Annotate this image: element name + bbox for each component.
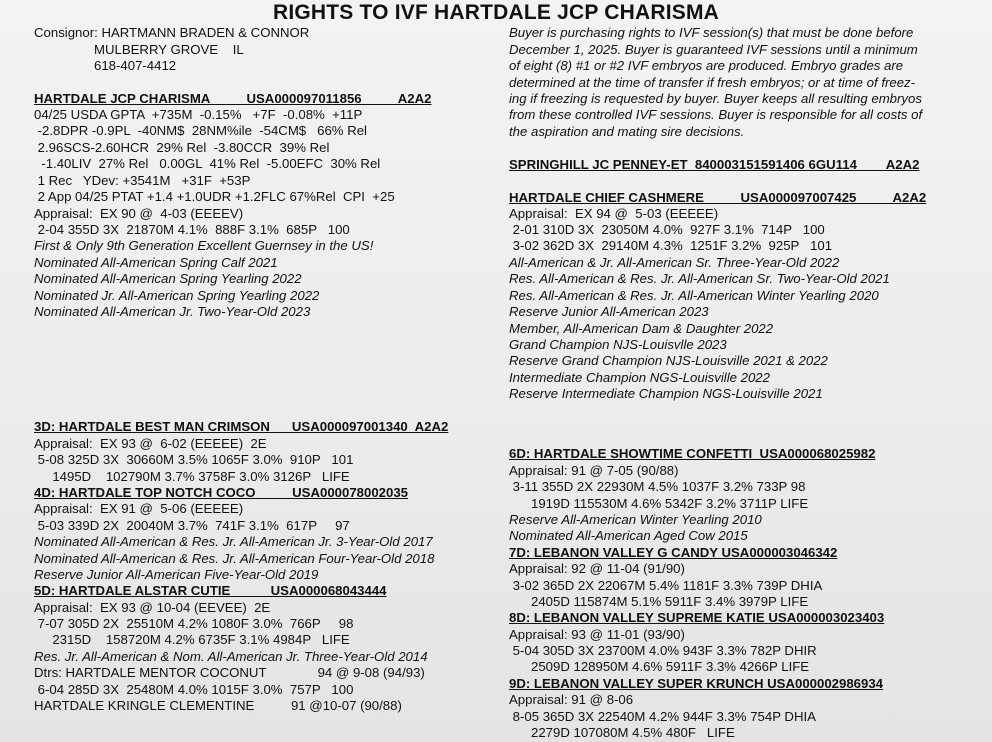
d9-line: Appraisal: 91 @ 8-06 [509, 692, 634, 707]
dam-honor: Reserve Intermediate Champion NGS-Louisville 2021 [509, 386, 823, 401]
subject-line: 2-04 355D 3X 21870M 4.1% 888F 3.1% 685P 100 [34, 222, 350, 237]
d6-line: 1919D 115530M 4.6% 5342F 3.2% 3711P LIFE [509, 496, 809, 511]
subject-honor: First & Only 9th Generation Excellent Guernsey in the US! [34, 238, 374, 253]
d5-line: 7-07 305D 2X 25510M 4.2% 1080F 3.0% 766P 98 [34, 616, 354, 631]
d5-header: 5D: HARTDALE ALSTAR CUTIE USA000068043444 [34, 583, 387, 598]
dam-honor: Grand Champion NJS-Louisvlle 2023 [509, 337, 727, 352]
subject-honor: Nominated All-American Jr. Two-Year-Old 2023 [34, 304, 311, 319]
d3-line: 1495D 102790M 3.7% 3758F 3.0% 3126P LIFE [34, 469, 350, 484]
d6-line: Appraisal: 91 @ 7-05 (90/88) [509, 463, 679, 478]
dam-honor: All-American & Jr. All-American Sr. Three-Year-Old 2022 [509, 255, 840, 270]
dam-header: HARTDALE CHIEF CASHMERE USA000097007425 A2A2 [509, 190, 927, 205]
dam-honor: Res. All-American & Res. Jr. All-American Winter Yearling 2020 [509, 288, 879, 303]
d6-honor: Nominated All-American Aged Cow 2015 [509, 528, 748, 543]
subject-line: -1.40LIV 27% Rel 0.00GL 41% Rel -5.00EFC 30% Rel [34, 156, 381, 171]
consignor-phone: 618-407-4412 [94, 58, 177, 73]
d7-header: 7D: LEBANON VALLEY G CANDY USA000003046342 [509, 545, 838, 560]
consignor-name: Consignor: HARTMANN BRADEN & CONNOR [34, 25, 310, 40]
d9-line: 2279D 107080M 4.5% 480F LIFE [509, 725, 735, 740]
d9-header: 9D: LEBANON VALLEY SUPER KRUNCH USA000002986934 [509, 676, 884, 691]
d3-line: 5-08 325D 3X 30660M 3.5% 1065F 3.0% 910P 101 [34, 452, 354, 467]
d3-header: 3D: HARTDALE BEST MAN CRIMSON USA000097001340 A2A2 [34, 419, 449, 434]
terms-line: from these controlled IVF sessions. Buyer is responsible for all costs of [509, 107, 923, 122]
d8-line: 5-04 305D 3X 23700M 4.0% 943F 3.3% 782P DHIR [509, 643, 817, 658]
d4-line: 5-03 339D 2X 20040M 3.7% 741F 3.1% 617P 97 [34, 518, 350, 533]
terms-line: Buyer is purchasing rights to IVF session(s) that must be done before [509, 25, 914, 40]
d3-line: Appraisal: EX 93 @ 6-02 (EEEEE) 2E [34, 436, 267, 451]
d6-header: 6D: HARTDALE SHOWTIME CONFETTI USA000068025982 [509, 446, 876, 461]
d4-honor: Nominated All-American & Res. Jr. All-American Four-Year-Old 2018 [34, 551, 435, 566]
terms-line: determined at the time of transfer if fresh embryos; or at time of freez- [509, 75, 916, 90]
dam-honor: Res. All-American & Res. Jr. All-American Sr. Two-Year-Old 2021 [509, 271, 890, 286]
subject-header: HARTDALE JCP CHARISMA USA000097011856 A2A2 [34, 91, 432, 106]
subject-line: Appraisal: EX 90 @ 4-03 (EEEEV) [34, 206, 244, 221]
dam-line: Appraisal: EX 94 @ 5-03 (EEEEE) [509, 206, 719, 221]
sire-header: SPRINGHILL JC PENNEY-ET 840003151591406 6GU114 A2A2 [509, 157, 920, 172]
d5-daughters: Dtrs: HARTDALE MENTOR COCONUT 94 @ 9-08 (94/93) [34, 665, 425, 680]
subject-line: 04/25 USDA GPTA +735M -0.15% +7F -0.08% +11P [34, 107, 363, 122]
subject-line: 1 Rec YDev: +3541M +31F +53P [34, 173, 251, 188]
d5-line: HARTDALE KRINGLE CLEMENTINE 91 @10-07 (90/88) [34, 698, 402, 713]
consignor-location: MULBERRY GROVE IL [94, 42, 244, 57]
dam-honor: Reserve Grand Champion NJS-Louisville 2021 & 2022 [509, 353, 828, 368]
d6-line: 3-11 355D 2X 22930M 4.5% 1037F 3.2% 733P 98 [509, 479, 806, 494]
d7-line: 3-02 365D 2X 22067M 5.4% 1181F 3.3% 739P DHIA [509, 578, 823, 593]
d7-line: Appraisal: 92 @ 11-04 (91/90) [509, 561, 685, 576]
terms-line: December 1, 2025. Buyer is guaranteed IVF sessions until a minimum [509, 42, 918, 57]
dam-line: 3-02 362D 3X 29140M 4.3% 1251F 3.2% 925P 101 [509, 238, 833, 253]
d5-line: 2315D 158720M 4.2% 6735F 3.1% 4984P LIFE [34, 632, 350, 647]
d6-honor: Reserve All-American Winter Yearling 2010 [509, 512, 762, 527]
dam-line: 2-01 310D 3X 23050M 4.0% 927F 3.1% 714P 100 [509, 222, 825, 237]
dam-honor: Member, All-American Dam & Daughter 2022 [509, 321, 774, 336]
d9-line: 8-05 365D 3X 22540M 4.2% 944F 3.3% 754P DHIA [509, 709, 816, 724]
terms-line: the aspiration and mating sire decisions. [509, 124, 745, 139]
dam-honor: Intermediate Champion NGS-Louisville 2022 [509, 370, 770, 385]
d7-line: 2405D 115874M 5.1% 5911F 3.4% 3979P LIFE [509, 594, 809, 609]
dam-honor: Reserve Junior All-American 2023 [509, 304, 709, 319]
d5-line: 6-04 285D 3X 25480M 4.0% 1015F 3.0% 757P 100 [34, 682, 354, 697]
terms-line: of eight (8) #1 or #2 IVF embryos are produced. Embryo grades are [509, 58, 904, 73]
d8-header: 8D: LEBANON VALLEY SUPREME KATIE USA000003023403 [509, 610, 885, 625]
d5-line: Appraisal: EX 93 @ 10-04 (EEVEE) 2E [34, 600, 271, 615]
d8-line: Appraisal: 93 @ 11-01 (93/90) [509, 627, 685, 642]
subject-line: 2 App 04/25 PTAT +1.4 +1.0UDR +1.2FLC 67%Rel CPI +25 [34, 189, 395, 204]
subject-honor: Nominated Jr. All-American Spring Yearling 2022 [34, 288, 320, 303]
d5-honor: Res. Jr. All-American & Nom. All-American Jr. Three-Year-Old 2014 [34, 649, 428, 664]
subject-line: -2.8DPR -0.9PL -40NM$ 28NM%ile -54CM$ 66% Rel [34, 123, 367, 138]
d8-line: 2509D 128950M 4.6% 5911F 3.3% 4266P LIFE [509, 659, 810, 674]
d4-honor: Nominated All-American & Res. Jr. All-American Jr. 3-Year-Old 2017 [34, 534, 433, 549]
subject-honor: Nominated All-American Spring Yearling 2022 [34, 271, 302, 286]
d4-honor: Reserve Junior All-American Five-Year-Old 2019 [34, 567, 319, 582]
d4-header: 4D: HARTDALE TOP NOTCH COCO USA000078002035 [34, 485, 409, 500]
terms-line: ing if freezing is requested by buyer. Buyer keeps all resulting embryos [509, 91, 922, 106]
subject-honor: Nominated All-American Spring Calf 2021 [34, 255, 278, 270]
page-title: RIGHTS TO IVF HARTDALE JCP CHARISMA [272, 1, 720, 24]
d4-line: Appraisal: EX 91 @ 5-06 (EEEEE) [34, 501, 244, 516]
subject-line: 2.96SCS-2.60HCR 29% Rel -3.80CCR 39% Rel [34, 140, 330, 155]
